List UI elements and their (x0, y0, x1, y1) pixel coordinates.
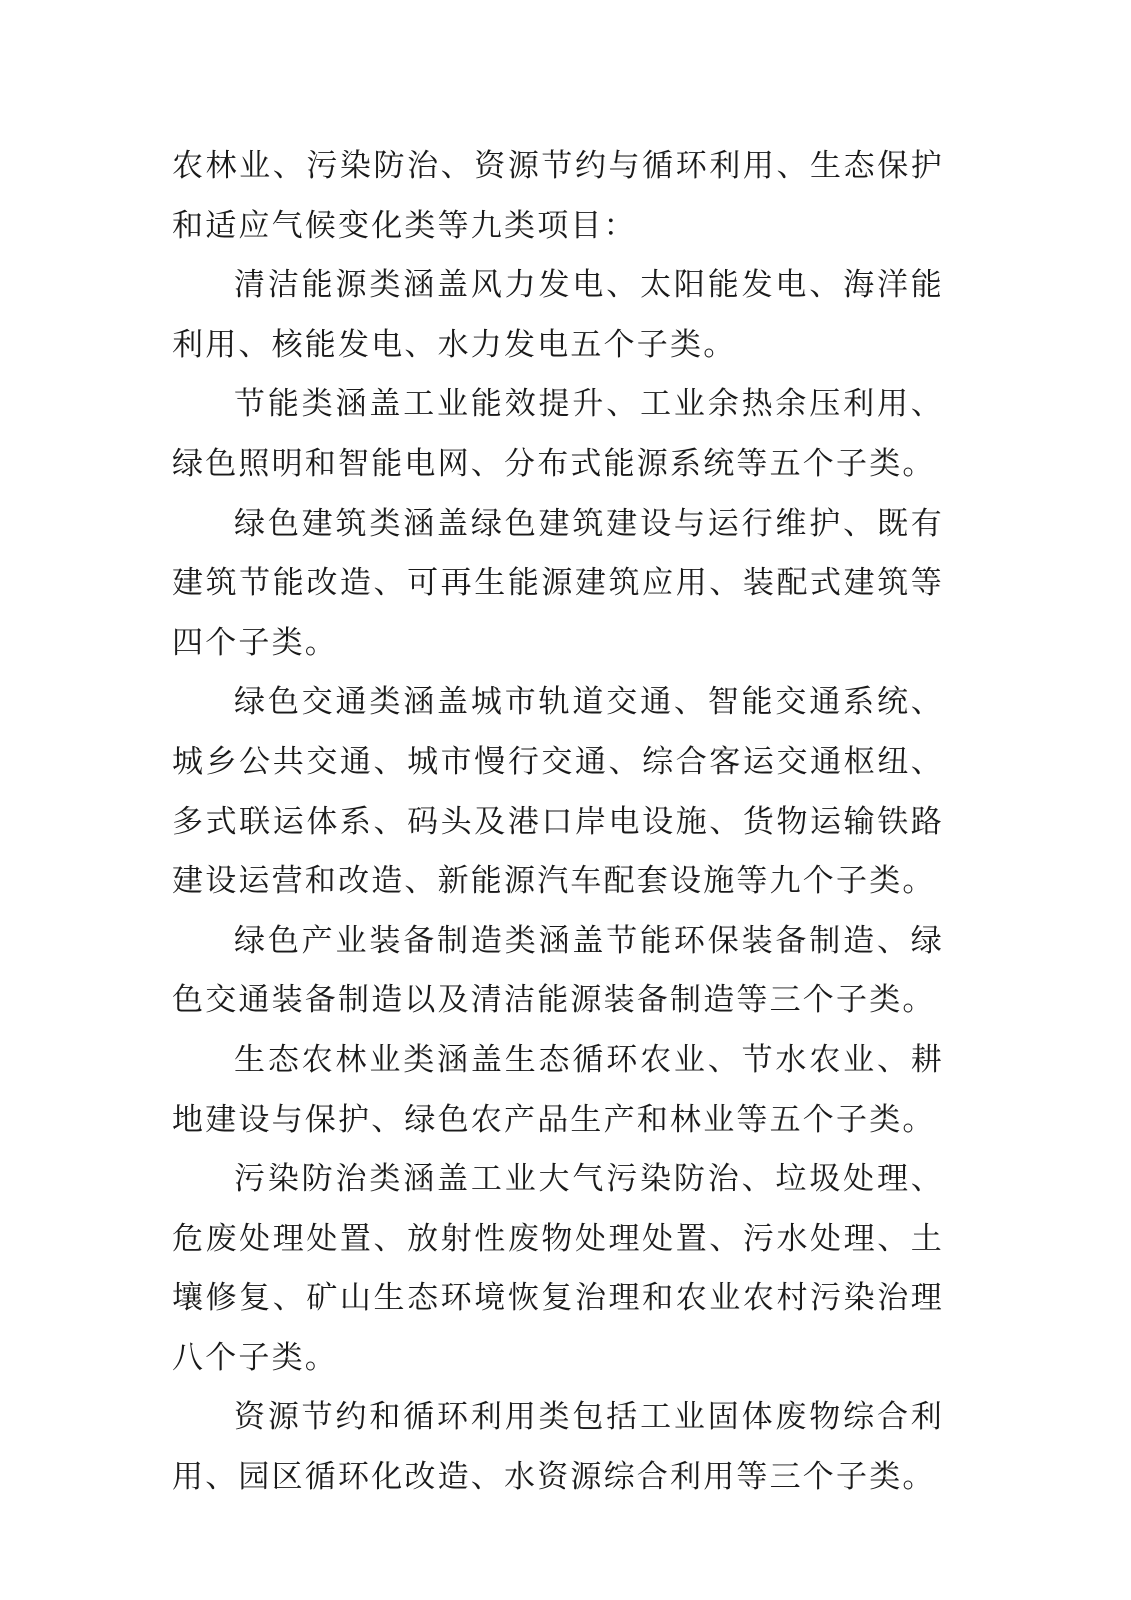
paragraph-eco-agriculture: 生态农林业类涵盖生态循环农业、节水农业、耕地建设与保护、绿色农产品生产和林业等五个子类。 (172, 1041, 944, 1138)
paragraph-resource-recycling: 资源节约和循环利用类包括工业固体废物综合利用、园区循环化改造、水资源综合利用等三个子类。 (172, 1399, 944, 1496)
paragraph-pollution-control: 污染防治类涵盖工业大气污染防治、垃圾处理、危废处理处置、放射性废物处理处置、污水处理、土壤修复、矿山生态环境恢复治理和农业农村污染治理八个子类。 (172, 1161, 944, 1376)
paragraph-green-transport: 绿色交通类涵盖城市轨道交通、智能交通系统、城乡公共交通、城市慢行交通、综合客运交通枢纽、多式联运体系、码头及港口岸电设施、货物运输铁路建设运营和改造、新能源汽车配套设施等九个子类。 (172, 684, 944, 900)
paragraph-energy-saving: 节能类涵盖工业能效提升、工业余热余压利用、绿色照明和智能电网、分布式能源系统等五个子类。 (172, 386, 944, 482)
paragraph-clean-energy: 清洁能源类涵盖风力发电、太阳能发电、海洋能利用、核能发电、水力发电五个子类。 (172, 267, 944, 363)
body-text (172, 137, 944, 1508)
paragraph-green-building: 绿色建筑类涵盖绿色建筑建设与运行维护、既有建筑节能改造、可再生能源建筑应用、装配式建筑等四个子类。 (172, 505, 944, 661)
paragraph-green-equipment: 绿色产业装备制造类涵盖节能环保装备制造、绿色交通装备制造以及清洁能源装备制造等三个子类。 (172, 922, 944, 1019)
paragraph-continuation: 农林业、污染防治、资源节约与循环利用、生态保护和适应气候变化类等九类项目： (172, 148, 944, 244)
